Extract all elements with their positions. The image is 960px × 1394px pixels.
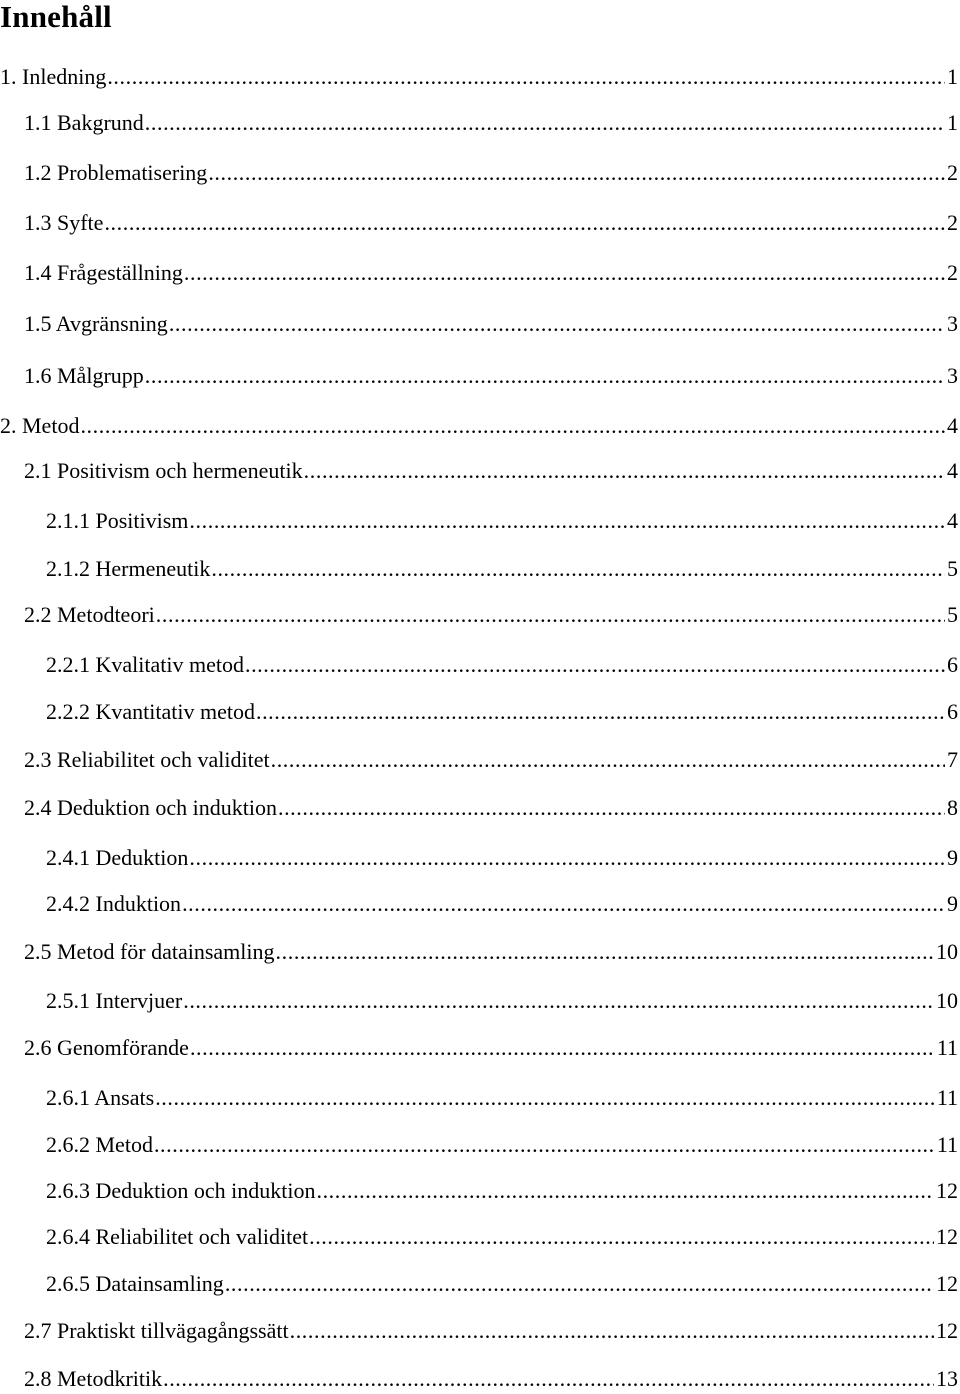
toc-entry[interactable]: [46, 1176, 958, 1206]
toc-entry-page-number: 9: [947, 891, 958, 916]
toc-entry-page-number: 12: [936, 1271, 958, 1296]
toc-entry-page-number: 1: [947, 110, 958, 135]
toc-entry[interactable]: [46, 1222, 958, 1252]
dot-leader: [156, 600, 945, 630]
toc-entry[interactable]: [46, 650, 958, 680]
toc-entry-page-number: 2: [947, 160, 958, 185]
toc-entry-label: 2.3 Reliabilitet och validitet: [24, 747, 270, 772]
toc-entry-label: 2.5.1 Intervjuer: [46, 988, 183, 1013]
toc-entry-page-number: 11: [936, 1132, 958, 1157]
toc-entry-page-number: 8: [947, 795, 958, 820]
toc-entry-page-number: 7: [947, 747, 958, 772]
toc-entry-label: 2. Metod: [0, 413, 80, 438]
dot-leader: [256, 697, 945, 727]
toc-entry-page-number: 4: [947, 413, 958, 438]
toc-entry-label: 1.4 Frågeställning: [24, 260, 183, 285]
toc-entry-label: 2.2 Metodteori: [24, 602, 155, 627]
toc-entry-page-number: 5: [947, 602, 958, 627]
toc-entry-page-number: 10: [936, 939, 958, 964]
dot-leader: [290, 1316, 934, 1346]
toc-entry[interactable]: [0, 62, 958, 92]
dot-leader: [245, 650, 945, 680]
dot-leader: [316, 1176, 934, 1206]
dot-leader: [278, 793, 945, 823]
toc-entry[interactable]: [24, 108, 958, 138]
toc-entry-label: 2.6.1 Ansats: [46, 1085, 155, 1110]
toc-entry-page-number: 1: [947, 64, 958, 89]
toc-entry-page-number: 13: [936, 1366, 958, 1391]
dot-leader: [211, 554, 945, 584]
toc-entry[interactable]: [46, 1269, 958, 1299]
toc-entry-label: 1. Inledning: [0, 64, 107, 89]
toc-entry[interactable]: [24, 745, 958, 775]
toc-entry-page-number: 2: [947, 260, 958, 285]
dot-leader: [145, 361, 945, 391]
toc-entry-page-number: 11: [936, 1035, 958, 1060]
toc-entry-page-number: 3: [947, 363, 958, 388]
toc-entry[interactable]: [24, 158, 958, 188]
toc-entry[interactable]: [24, 1316, 958, 1346]
dot-leader: [208, 158, 945, 188]
toc-entry-label: 2.5 Metod för datainsamling: [24, 939, 275, 964]
toc-entry[interactable]: [46, 554, 958, 584]
toc-entry-label: 2.6.5 Datainsamling: [46, 1271, 224, 1296]
toc-entry-label: 1.1 Bakgrund: [24, 110, 144, 135]
toc-entry[interactable]: [46, 843, 958, 873]
toc-entry[interactable]: [46, 986, 958, 1016]
dot-leader: [163, 1364, 934, 1394]
dot-leader: [154, 1130, 935, 1160]
toc-entry-label: 2.7 Praktiskt tillvägagångssätt: [24, 1318, 289, 1343]
toc-entry-label: 2.2.2 Kvantitativ metod: [46, 699, 255, 724]
dot-leader: [145, 108, 945, 138]
toc-entry-label: 2.6.3 Deduktion och induktion: [46, 1178, 316, 1203]
toc-entry[interactable]: [46, 697, 958, 727]
toc-entry-label: 2.1 Positivism och hermeneutik: [24, 458, 303, 483]
dot-leader: [190, 1033, 935, 1063]
toc-entry-label: 2.6.4 Reliabilitet och validitet: [46, 1224, 309, 1249]
toc-entry-label: 2.2.1 Kvalitativ metod: [46, 652, 244, 677]
toc-entry-page-number: 4: [947, 508, 958, 533]
toc-entry-label: 2.4 Deduktion och induktion: [24, 795, 277, 820]
toc-entry[interactable]: [24, 208, 958, 238]
toc-entry-label: 2.4.2 Induktion: [46, 891, 182, 916]
toc-entry[interactable]: [46, 506, 958, 536]
toc-entry-page-number: 2: [947, 210, 958, 235]
toc-entry-label: 1.5 Avgränsning: [24, 311, 168, 336]
toc-entry-label: 2.6.2 Metod: [46, 1132, 153, 1157]
toc-entry-page-number: 12: [936, 1318, 958, 1343]
toc-entry[interactable]: [24, 600, 958, 630]
toc-entry-page-number: 4: [947, 458, 958, 483]
toc-entry-page-number: 12: [936, 1178, 958, 1203]
dot-leader: [183, 986, 934, 1016]
toc-entry[interactable]: [24, 937, 958, 967]
dot-leader: [225, 1269, 934, 1299]
dot-leader: [182, 889, 945, 919]
dot-leader: [309, 1222, 934, 1252]
toc-entry[interactable]: [24, 793, 958, 823]
toc-entry[interactable]: [24, 361, 958, 391]
toc-entry-page-number: 6: [947, 699, 958, 724]
toc-entry-label: 2.1.1 Positivism: [46, 508, 189, 533]
toc-entry[interactable]: [46, 889, 958, 919]
dot-leader: [107, 62, 945, 92]
toc-entry-page-number: 3: [947, 311, 958, 336]
toc-entry[interactable]: [24, 258, 958, 288]
toc-entry-page-number: 11: [936, 1085, 958, 1110]
dot-leader: [184, 258, 945, 288]
dot-leader: [80, 411, 945, 441]
toc-entry-page-number: 10: [936, 988, 958, 1013]
dot-leader: [304, 456, 945, 486]
dot-leader: [189, 843, 945, 873]
toc-entry[interactable]: [0, 411, 958, 441]
toc-entry[interactable]: [24, 309, 958, 339]
toc-entry-page-number: 12: [936, 1224, 958, 1249]
toc-entry[interactable]: [24, 1033, 958, 1063]
toc-entry-label: 2.4.1 Deduktion: [46, 845, 189, 870]
toc-heading: Innehåll: [0, 0, 112, 34]
toc-entry-label: 1.3 Syfte: [24, 210, 104, 235]
toc-entry-label: 2.1.2 Hermeneutik: [46, 556, 211, 581]
dot-leader: [271, 745, 945, 775]
toc-entry[interactable]: [46, 1130, 958, 1160]
dot-leader: [155, 1083, 935, 1113]
toc-entry-page-number: 6: [947, 652, 958, 677]
dot-leader: [104, 208, 945, 238]
toc-entry-label: 2.6 Genomförande: [24, 1035, 189, 1060]
dot-leader: [169, 309, 945, 339]
toc-entry[interactable]: [24, 456, 958, 486]
toc-entry-label: 1.2 Problematisering: [24, 160, 208, 185]
toc-entry-page-number: 5: [947, 556, 958, 581]
toc-entry-label: 1.6 Målgrupp: [24, 363, 144, 388]
toc-entry-label: 2.8 Metodkritik: [24, 1366, 163, 1391]
dot-leader: [276, 937, 934, 967]
toc-entry[interactable]: [46, 1083, 958, 1113]
toc-entry[interactable]: [24, 1364, 958, 1394]
toc-entry-page-number: 9: [947, 845, 958, 870]
dot-leader: [189, 506, 945, 536]
